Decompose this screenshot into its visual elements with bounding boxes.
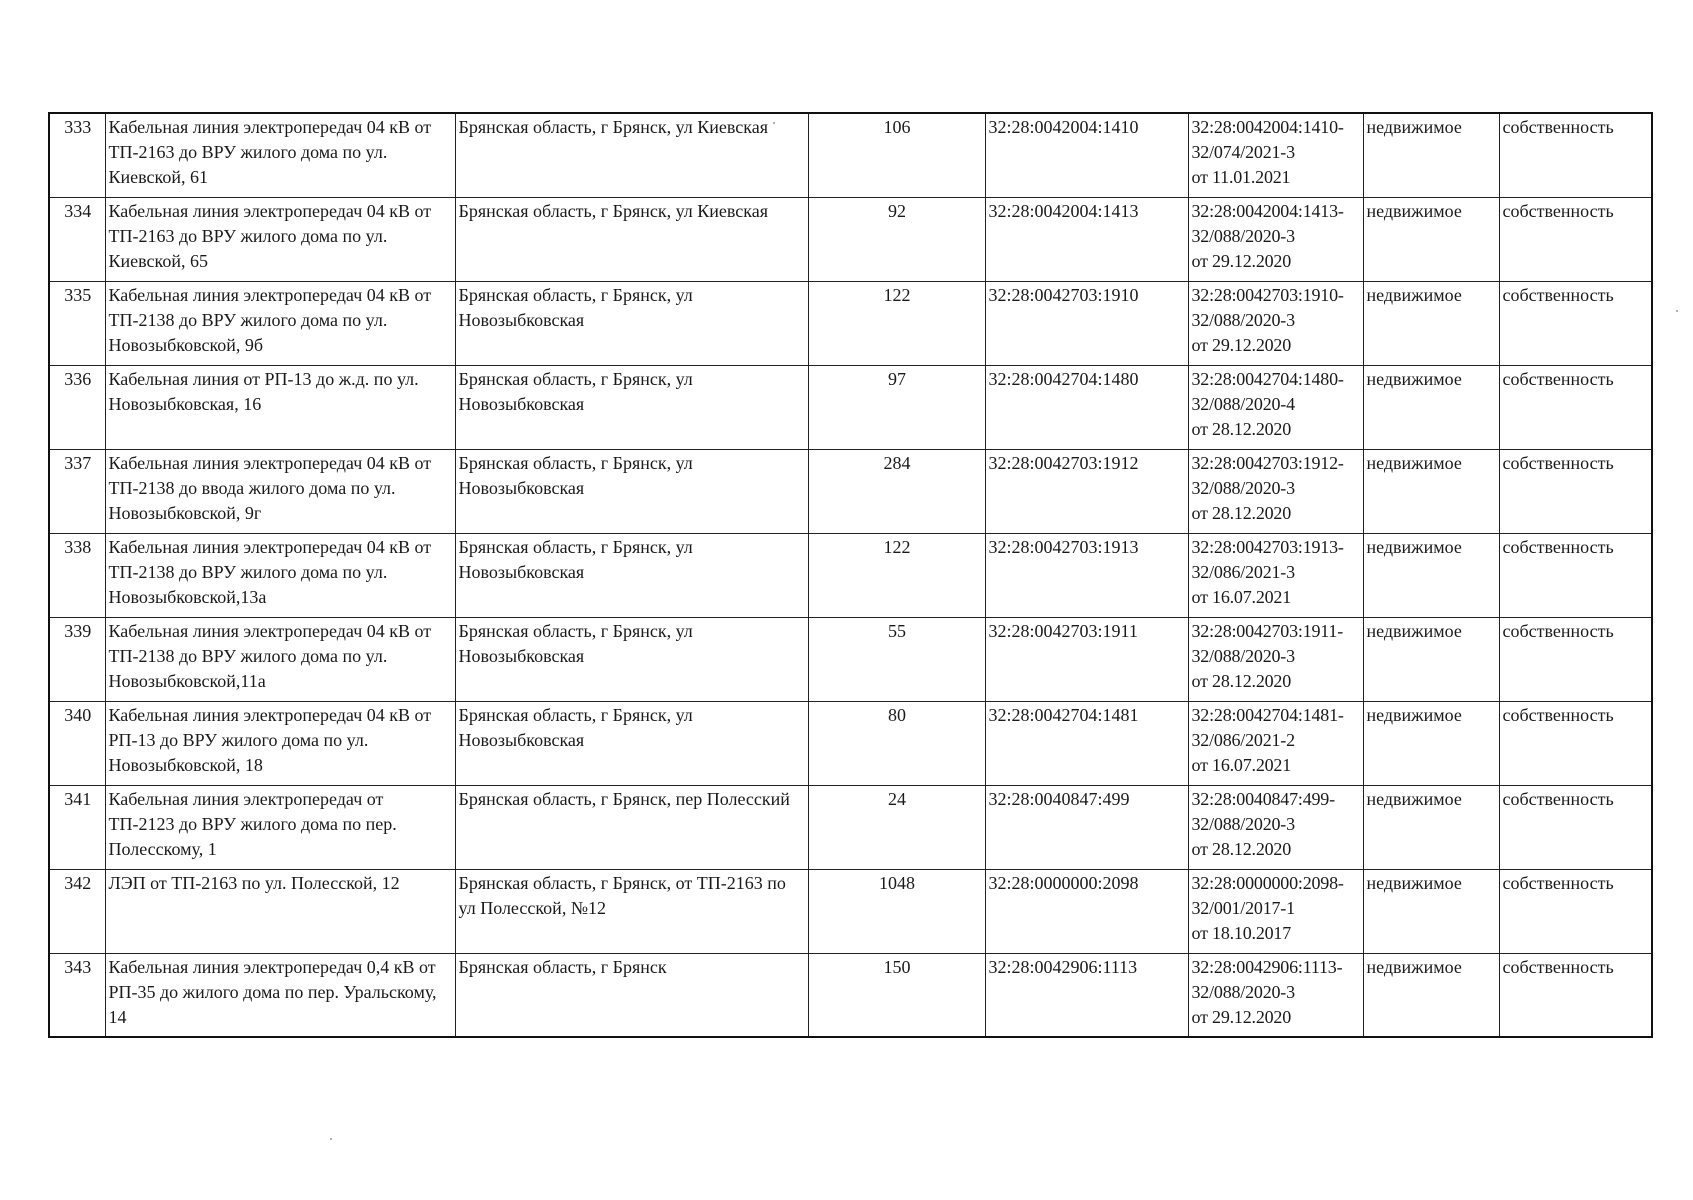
object-length: 55 [808,617,985,701]
property-type: недвижимое [1363,869,1499,953]
ownership-right: собственность [1499,869,1652,953]
object-name: Кабельная линия от РП-13 до ж.д. по ул. Новозыбковская, 16 [105,365,455,449]
row-number: 343 [49,953,105,1037]
registration-record: 32:28:0040847:499- 32/088/2020-3 от 28.12.2020 [1188,785,1363,869]
table-row [49,869,1652,953]
scan-speck [330,1138,332,1140]
object-length: 80 [808,701,985,785]
row-number: 340 [49,701,105,785]
ownership-right: собственность [1499,701,1652,785]
property-registry-table [48,112,1653,1038]
object-address: Брянская область, г Брянск, ул Новозыбковская [455,701,808,785]
cadastral-number: 32:28:0042704:1480 [985,365,1188,449]
ownership-right: собственность [1499,449,1652,533]
scan-speck [773,122,775,124]
cadastral-number: 32:28:0042906:1113 [985,953,1188,1037]
object-name: Кабельная линия электропередач 04 кВ от ТП-2163 до ВРУ жилого дома по ул. Киевской, 65 [105,197,455,281]
table-row [49,533,1652,617]
object-address: Брянская область, г Брянск, ул Новозыбковская [455,365,808,449]
ownership-right: собственность [1499,113,1652,197]
property-type: недвижимое [1363,365,1499,449]
ownership-right: собственность [1499,617,1652,701]
cadastral-number: 32:28:0042704:1481 [985,701,1188,785]
object-length: 122 [808,533,985,617]
object-length: 150 [808,953,985,1037]
row-number: 334 [49,197,105,281]
row-number: 342 [49,869,105,953]
cadastral-number: 32:28:0040847:499 [985,785,1188,869]
table-row [49,281,1652,365]
cadastral-number: 32:28:0000000:2098 [985,869,1188,953]
object-address: Брянская область, г Брянск, от ТП-2163 по ул Полесской, №12 [455,869,808,953]
object-length: 24 [808,785,985,869]
ownership-right: собственность [1499,197,1652,281]
ownership-right: собственность [1499,953,1652,1037]
object-name: ЛЭП от ТП-2163 по ул. Полесской, 12 [105,869,455,953]
table-row [49,617,1652,701]
registration-record: 32:28:0042906:1113- 32/088/2020-3 от 29.12.2020 [1188,953,1363,1037]
property-type: недвижимое [1363,197,1499,281]
object-address: Брянская область, г Брянск, ул Новозыбковская [455,281,808,365]
property-type: недвижимое [1363,617,1499,701]
row-number: 336 [49,365,105,449]
cadastral-number: 32:28:0042703:1913 [985,533,1188,617]
object-address: Брянская область, г Брянск, ул Новозыбковская [455,533,808,617]
object-address: Брянская область, г Брянск, ул Новозыбковская [455,617,808,701]
row-number: 333 [49,113,105,197]
row-number: 341 [49,785,105,869]
object-length: 284 [808,449,985,533]
row-number: 338 [49,533,105,617]
object-address: Брянская область, г Брянск [455,953,808,1037]
ownership-right: собственность [1499,785,1652,869]
object-name: Кабельная линия электропередач 04 кВ от ТП-2163 до ВРУ жилого дома по ул. Киевской, 61 [105,113,455,197]
object-name: Кабельная линия электропередач 04 кВ от РП-13 до ВРУ жилого дома по ул. Новозыбковской, 18 [105,701,455,785]
object-length: 106 [808,113,985,197]
object-length: 92 [808,197,985,281]
row-number: 337 [49,449,105,533]
row-number: 339 [49,617,105,701]
registration-record: 32:28:0042004:1410- 32/074/2021-3 от 11.01.2021 [1188,113,1363,197]
object-address: Брянская область, г Брянск, ул Киевская [455,113,808,197]
object-address: Брянская область, г Брянск, ул Новозыбковская [455,449,808,533]
property-type: недвижимое [1363,785,1499,869]
ownership-right: собственность [1499,365,1652,449]
property-type: недвижимое [1363,953,1499,1037]
registration-record: 32:28:0042703:1912- 32/088/2020-3 от 28.12.2020 [1188,449,1363,533]
property-type: недвижимое [1363,701,1499,785]
table-row [49,113,1652,197]
table-row [49,701,1652,785]
object-name: Кабельная линия электропередач 04 кВ от ТП-2138 до ВРУ жилого дома по ул. Новозыбковской, 9б [105,281,455,365]
table-row [49,953,1652,1037]
object-name: Кабельная линия электропередач 0,4 кВ от РП-35 до жилого дома по пер. Уральскому, 14 [105,953,455,1037]
object-name: Кабельная линия электропередач 04 кВ от ТП-2138 до ввода жилого дома по ул. Новозыбковской, 9г [105,449,455,533]
property-type: недвижимое [1363,281,1499,365]
cadastral-number: 32:28:0042703:1911 [985,617,1188,701]
object-length: 122 [808,281,985,365]
object-length: 1048 [808,869,985,953]
table-row [49,785,1652,869]
registration-record: 32:28:0042703:1910- 32/088/2020-3 от 29.12.2020 [1188,281,1363,365]
object-name: Кабельная линия электропередач от ТП-2123 до ВРУ жилого дома по пер. Полесскому, 1 [105,785,455,869]
object-address: Брянская область, г Брянск, пер Полесский [455,785,808,869]
object-name: Кабельная линия электропередач 04 кВ от ТП-2138 до ВРУ жилого дома по ул. Новозыбковской,11а [105,617,455,701]
ownership-right: собственность [1499,281,1652,365]
table-row [49,449,1652,533]
cadastral-number: 32:28:0042703:1910 [985,281,1188,365]
cadastral-number: 32:28:0042703:1912 [985,449,1188,533]
property-type: недвижимое [1363,449,1499,533]
registration-record: 32:28:0042704:1481- 32/086/2021-2 от 16.07.2021 [1188,701,1363,785]
scan-speck [1676,310,1678,312]
registration-record: 32:28:0042704:1480- 32/088/2020-4 от 28.12.2020 [1188,365,1363,449]
table-row [49,365,1652,449]
registration-record: 32:28:0042703:1913- 32/086/2021-3 от 16.07.2021 [1188,533,1363,617]
row-number: 335 [49,281,105,365]
registration-record: 32:28:0042004:1413- 32/088/2020-3 от 29.12.2020 [1188,197,1363,281]
registration-record: 32:28:0000000:2098- 32/001/2017-1 от 18.10.2017 [1188,869,1363,953]
object-address: Брянская область, г Брянск, ул Киевская [455,197,808,281]
object-name: Кабельная линия электропередач 04 кВ от ТП-2138 до ВРУ жилого дома по ул. Новозыбковской,13а [105,533,455,617]
cadastral-number: 32:28:0042004:1413 [985,197,1188,281]
ownership-right: собственность [1499,533,1652,617]
object-length: 97 [808,365,985,449]
registration-record: 32:28:0042703:1911- 32/088/2020-3 от 28.12.2020 [1188,617,1363,701]
property-type: недвижимое [1363,113,1499,197]
table-row [49,197,1652,281]
cadastral-number: 32:28:0042004:1410 [985,113,1188,197]
property-type: недвижимое [1363,533,1499,617]
registry-body [49,113,1652,1037]
